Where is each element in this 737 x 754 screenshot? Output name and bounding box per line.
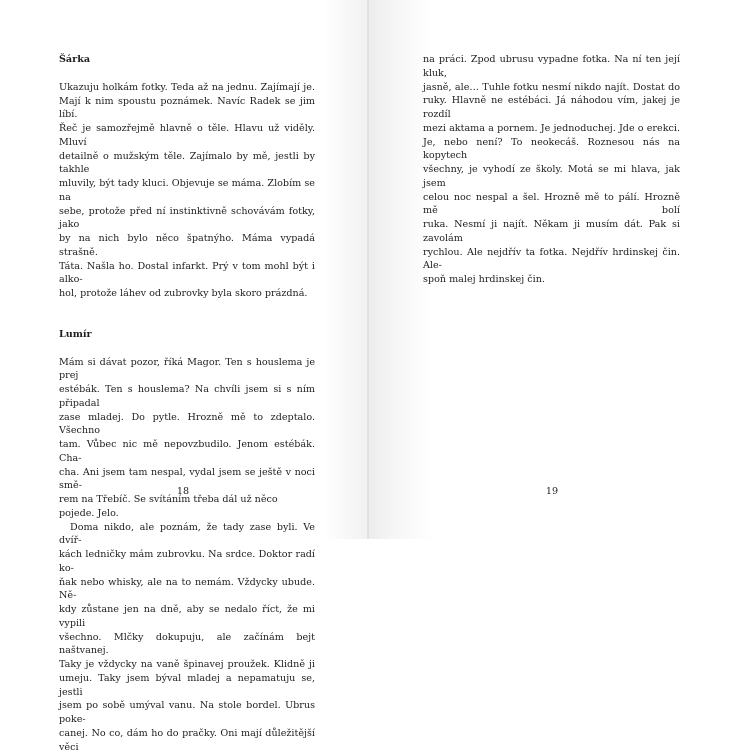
text-line: mezi aktama a pornem. Je jednoduchej. Jde o erekci. (423, 122, 680, 136)
text-line: Taky je vždycky na vaně špinavej proužek. Klidně ji (59, 658, 315, 672)
text-line: rem na Třebíč. Se svítáním třeba dál už něco pojede. Jelo. (59, 493, 315, 521)
text-line: Mají k nim spoustu poznámek. Navíc Radek se jim líbí. (59, 95, 315, 123)
text-line: celou noc nespal a šel. Hrozně mě to pálí. Hrozně mě bolí (423, 191, 680, 219)
text-line: mluvily, být tady kluci. Objevuje se máma. Zlobím se na (59, 177, 315, 205)
text-line: sebe, protože před ní instinktivně schovávám fotky, jako (59, 205, 315, 233)
section-heading-lumir: Lumír (59, 328, 315, 342)
text-line: všechno. Mlčky dokupuju, ale začínám bejt naštvanej. (59, 631, 315, 659)
text-line: jasně, ale… Tuhle fotku nesmí nikdo najít. Dostat do (423, 81, 680, 95)
text-line: estébák. Ten s houslema? Na chvíli jsem si s ním připadal (59, 383, 315, 411)
text-line: hol, protože láhev od zubrovky byla skoro prázdná. (59, 287, 315, 301)
page-number-right: 19 (532, 486, 572, 497)
text-line: cha. Ani jsem tam nespal, vydal jsem se ještě v noci smě- (59, 466, 315, 494)
book-spine (367, 0, 369, 539)
text-line: ruka. Nesmí ji najít. Někam ji musím dát. Pak si zavolám (423, 218, 680, 246)
text-line: spoň malej hrdinskej čin. (423, 273, 680, 287)
text-line: Mám si dávat pozor, říká Magor. Ten s houslema je prej (59, 356, 315, 384)
section-body-lumir (59, 356, 315, 754)
text-line: ňak nebo whisky, ale na to nemám. Vždycky ubude. Ně- (59, 576, 315, 604)
text-line: jsem po sobě umýval vanu. Na stole bordel. Ubrus poke- (59, 699, 315, 727)
text-line: na práci. Zpod ubrusu vypadne fotka. Na ní ten její kluk, (423, 53, 680, 81)
text-line: by na nich bylo něco špatnýho. Máma vypadá strašně. (59, 232, 315, 260)
right-text-column (423, 53, 680, 287)
text-line: všechny, je vyhodí ze školy. Motá se mi hlava, jak jsem (423, 163, 680, 191)
text-line: Ukazuju holkám fotky. Teda až na jednu. Zajímají je. (59, 81, 315, 95)
text-line: ruky. Hlavně ne estébáci. Já náhodou vím, jakej je rozdíl (423, 94, 680, 122)
text-line: Řeč je samozřejmě hlavně o těle. Hlavu už viděly. Mluví (59, 122, 315, 150)
text-line: Je, nebo není? To neokecáš. Roznesou nás na kopytech (423, 136, 680, 164)
text-line: detailně o mužským těle. Zajímalo by mě, jestli by takhle (59, 150, 315, 178)
text-line: zase mladej. Do pytle. Hrozně mě to zdeptalo. Všechno (59, 411, 315, 439)
text-line: kách ledničky mám zubrovku. Na srdce. Doktor radí ko- (59, 548, 315, 576)
text-line: Doma nikdo, ale poznám, že tady zase byli. Ve dvíř- (59, 521, 315, 549)
text-line: umeju. Taky jsem býval mladej a nepamatuju se, jestli (59, 672, 315, 700)
text-line: Táta. Našla ho. Dostal infarkt. Prý v tom mohl být i alko- (59, 260, 315, 288)
text-line: tam. Vůbec nic mě nepovzbudilo. Jenom estébák. Cha- (59, 438, 315, 466)
text-line: canej. No co, dám ho do pračky. Oni mají důležitější věci (59, 727, 315, 754)
section-body-sarka (59, 81, 315, 301)
page-number-left: 18 (163, 486, 203, 497)
left-text-column (59, 53, 315, 754)
text-line: kdy zůstane jen na dně, aby se nedalo říct, že mi vypili (59, 603, 315, 631)
section-heading-sarka: Šárka (59, 53, 315, 67)
text-line: rychlou. Ale nejdřív ta fotka. Nejdřív hrdinskej čin. Ale- (423, 246, 680, 274)
